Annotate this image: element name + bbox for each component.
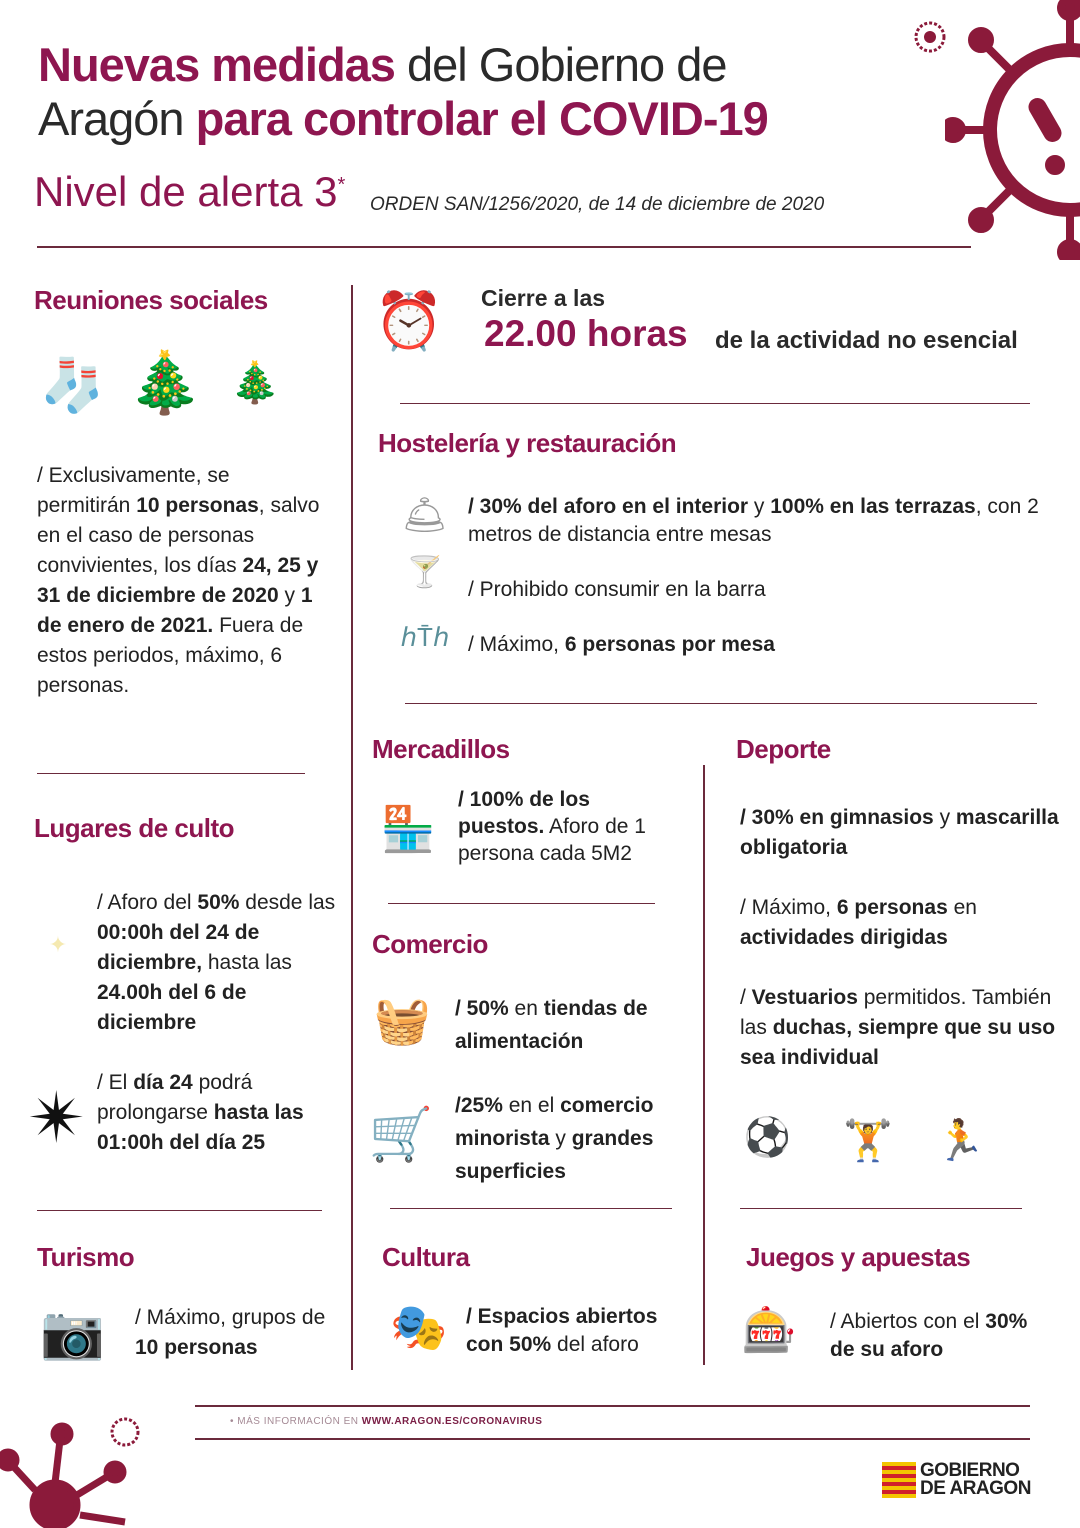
light-glow-icon: ✦	[48, 932, 68, 957]
text-segment: Aforo de 1 persona cada 5M2	[458, 815, 646, 865]
text-segment: y	[933, 806, 956, 829]
culto-text-2	[97, 1068, 337, 1158]
virus-icon-bottom	[0, 1410, 150, 1528]
deporte-item-2	[740, 893, 1060, 953]
section-title-hosteleria: Hostelería y restauración	[378, 428, 677, 458]
divider	[405, 703, 1037, 704]
reuniones-text	[37, 461, 327, 701]
camera-icon: 📷	[40, 1304, 105, 1362]
page-title	[38, 38, 768, 146]
turismo-text	[135, 1303, 345, 1363]
section-title-mercadillos: Mercadillos	[372, 734, 510, 764]
text-segment: / 100% de los puestos.	[458, 788, 590, 838]
text-segment: del aforo	[551, 1333, 639, 1356]
soccer-ball-icon: ⚽	[743, 1116, 792, 1159]
runner-icon: 🏃	[935, 1118, 985, 1163]
text-segment: y	[278, 584, 301, 607]
divider	[37, 1210, 322, 1211]
text-segment: grandes superficies	[455, 1127, 654, 1183]
text-segment: / Máximo,	[468, 633, 565, 656]
text-segment: comercio minorista	[455, 1094, 654, 1150]
title-segment: del Gobierno de	[394, 38, 727, 91]
text-segment: duchas, siempre que su uso sea individual	[740, 1016, 1056, 1069]
order-reference: ORDEN SAN/1256/2020, de 14 de diciembre de 2020	[370, 194, 825, 215]
table-chairs-icon: ℎT̄ℎ	[400, 622, 450, 652]
culto-text-1	[97, 888, 347, 1038]
cocktail-icon: 🍸	[406, 556, 444, 589]
text-segment: Vestuarios	[751, 986, 858, 1009]
cultura-text	[466, 1303, 696, 1359]
text-segment: 24, 25 y 31 de diciembre de 2020	[37, 554, 319, 607]
text-segment: desde las	[239, 891, 336, 914]
text-segment: tiendas de alimentación	[455, 997, 648, 1053]
juegos-text	[830, 1308, 1050, 1364]
text-segment: / Aforo del	[97, 891, 198, 914]
deporte-item-1	[740, 803, 1060, 863]
text-segment: / Espacios abiertos con 50%	[466, 1305, 658, 1356]
theater-masks-icon: 🎭	[390, 1301, 448, 1353]
text-segment: hasta las	[202, 951, 292, 974]
divider	[390, 1208, 672, 1209]
virus-icon	[945, 0, 1080, 260]
section-title-culto: Lugares de culto	[34, 813, 235, 843]
text-segment: / 30% del aforo en el interior	[468, 495, 749, 518]
divider	[400, 403, 1030, 404]
text-segment: y	[549, 1127, 572, 1150]
christmas-tree-icon: 🎄	[127, 349, 203, 416]
text-segment: 24.00h del 6 de diciembre	[97, 981, 247, 1034]
small-virus-icon	[905, 12, 955, 62]
text-segment: 10 personas	[136, 494, 259, 517]
text-segment: permitidos. También las	[740, 986, 1052, 1039]
text-segment: 30% de su aforo	[830, 1310, 1028, 1361]
section-title-reuniones: Reuniones sociales	[34, 285, 268, 315]
text-segment: , con 2 metros de distancia entre mesas	[468, 495, 1039, 546]
text-segment: 6 personas	[836, 896, 948, 919]
section-title-comercio: Comercio	[372, 929, 488, 959]
text-segment: hasta las 01:00h del día 25	[97, 1101, 304, 1154]
more-info: • MÁS INFORMACIÓN EN WWW.ARAGON.ES/CORONAVIRUS	[230, 1416, 543, 1427]
divider	[740, 1208, 1022, 1209]
text-segment: / El	[97, 1071, 134, 1094]
section-title-cultura: Cultura	[382, 1242, 470, 1272]
closing-label: Cierre a las	[481, 285, 606, 311]
comercio-item-2	[455, 1089, 700, 1188]
text-segment: / Máximo,	[740, 896, 837, 919]
text-segment: y	[748, 495, 771, 518]
weightlifting-icon: 🏋	[843, 1118, 893, 1163]
text-segment: / Abiertos con el	[830, 1310, 986, 1333]
text-segment: / 30% en gimnasios	[740, 806, 934, 829]
title-segment: para controlar el COVID-19	[195, 92, 768, 145]
text-segment: en	[508, 997, 544, 1020]
text-segment: 00:00h del 24 de diciembre,	[97, 921, 260, 974]
section-title-turismo: Turismo	[37, 1242, 135, 1272]
footer-divider	[195, 1405, 1030, 1407]
deporte-item-3	[740, 983, 1060, 1073]
text-segment: / Prohibido consumir en la barra	[468, 578, 766, 601]
more-info-link[interactable]: WWW.ARAGON.ES/CORONAVIRUS	[361, 1416, 543, 1427]
text-segment: /	[740, 986, 752, 1009]
title-segment: Aragón	[38, 92, 196, 145]
serving-cloche-icon: 🛎	[401, 494, 448, 535]
mercadillos-text	[458, 786, 678, 867]
text-segment: 10 personas	[135, 1336, 258, 1359]
text-segment: en el	[502, 1094, 561, 1117]
text-segment: Fuera de estos periodos, máximo, 6 personas.	[37, 614, 304, 697]
more-info-label: MÁS INFORMACIÓN EN	[237, 1416, 362, 1427]
text-segment: / Exclusivamente, se permitirán	[37, 464, 230, 517]
grocery-basket-icon: 🧺	[373, 993, 432, 1046]
footer-divider	[195, 1438, 1030, 1440]
text-segment: /25%	[455, 1094, 503, 1117]
alert-level: Nivel de alerta 3*	[34, 168, 346, 215]
christmas-stocking-icon: 🧦	[40, 356, 105, 415]
star-icon: ✴	[27, 1078, 87, 1157]
poker-chips-icon: 🎰	[741, 1306, 797, 1355]
text-segment: , salvo en el caso de personas convivientes, los días	[37, 494, 320, 577]
closing-note: de la actividad no esencial	[715, 327, 1018, 354]
hosteleria-item-3	[468, 630, 968, 660]
column-divider	[703, 765, 705, 1365]
comercio-item-1	[455, 992, 695, 1058]
text-segment: 1 de enero de 2021.	[37, 584, 313, 637]
title-segment: Nuevas medidas	[38, 38, 395, 91]
divider	[37, 246, 971, 248]
section-title-juegos: Juegos y apuestas	[746, 1242, 971, 1272]
text-segment: mascarilla obligatoria	[740, 806, 1059, 859]
text-segment: 50%	[197, 891, 240, 914]
text-segment: / Máximo, grupos de	[135, 1306, 326, 1329]
divider	[388, 903, 655, 904]
divider	[37, 773, 305, 774]
closing-time: 22.00 horas	[484, 313, 688, 354]
text-segment: actividades dirigidas	[740, 926, 948, 949]
text-segment: día 24	[133, 1071, 193, 1094]
ornaments-icon: 🎄	[230, 361, 280, 405]
section-title-deporte: Deporte	[736, 734, 831, 764]
text-segment: 6 personas por mesa	[564, 633, 775, 656]
market-stall-icon: 🏪	[380, 805, 436, 854]
alarm-clock-icon: ⏰	[374, 289, 444, 352]
hosteleria-item-2	[468, 575, 968, 605]
shopping-cart-icon: 🛒	[368, 1105, 434, 1164]
column-divider	[351, 285, 353, 1370]
hosteleria-item-1	[468, 493, 1048, 549]
text-segment: 100% en las terrazas	[770, 495, 976, 518]
aragon-flag-icon	[882, 1462, 916, 1498]
text-segment: podrá prolongarse	[97, 1071, 253, 1124]
text-segment: / 50%	[455, 997, 509, 1020]
gobierno-aragon-logo: GOBIERNO DE ARAGON	[882, 1462, 1040, 1498]
text-segment: en	[947, 896, 977, 919]
